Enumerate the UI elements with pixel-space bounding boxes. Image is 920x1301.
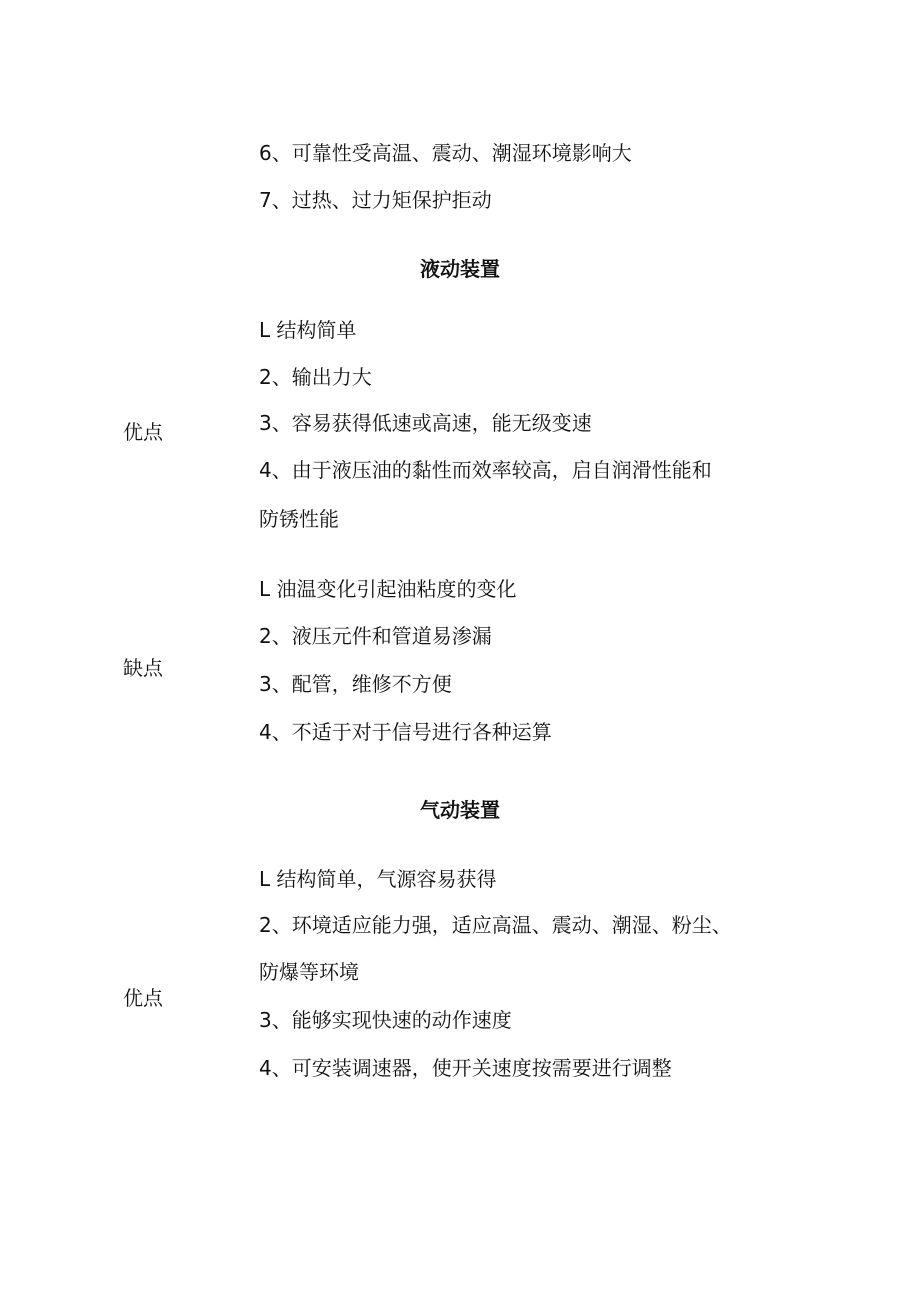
list-item: 3、容易获得低速或高速，能无级变速 (259, 411, 592, 435)
list-item: 3、能够实现快速的动作速度 (259, 1008, 512, 1032)
list-item: L 结构简单 (259, 318, 357, 342)
list-item: 防爆等环境 (259, 960, 359, 984)
list-item: 7、过热、过力矩保护拒动 (259, 188, 492, 212)
advantages-label: 优点 (123, 986, 163, 1010)
advantages-label: 优点 (123, 420, 163, 444)
list-item: 4、不适于对于信号进行各种运算 (259, 720, 552, 744)
list-item: L 油温变化引起油粘度的变化 (259, 577, 517, 601)
list-item: 2、液压元件和管道易渗漏 (259, 624, 492, 648)
list-item: 2、输出力大 (259, 365, 372, 389)
list-item: 6、可靠性受高温、震动、潮湿环境影响大 (259, 141, 632, 165)
list-item: 防锈性能 (259, 507, 339, 531)
list-item: 3、配管，维修不方便 (259, 672, 452, 696)
section-title-pneumatic: 气动装置 (420, 798, 500, 822)
section-title-hydraulic: 液动装置 (420, 257, 500, 281)
list-item: 4、由于液压油的黏性而效率较高，启自润滑性能和 (259, 458, 712, 482)
disadvantages-label: 缺点 (123, 656, 163, 680)
list-item: L 结构简单，气源容易获得 (259, 867, 497, 891)
list-item: 2、环境适应能力强，适应高温、震动、潮湿、粉尘、 (259, 913, 732, 937)
list-item: 4、可安装调速器，使开关速度按需要进行调整 (259, 1056, 672, 1080)
